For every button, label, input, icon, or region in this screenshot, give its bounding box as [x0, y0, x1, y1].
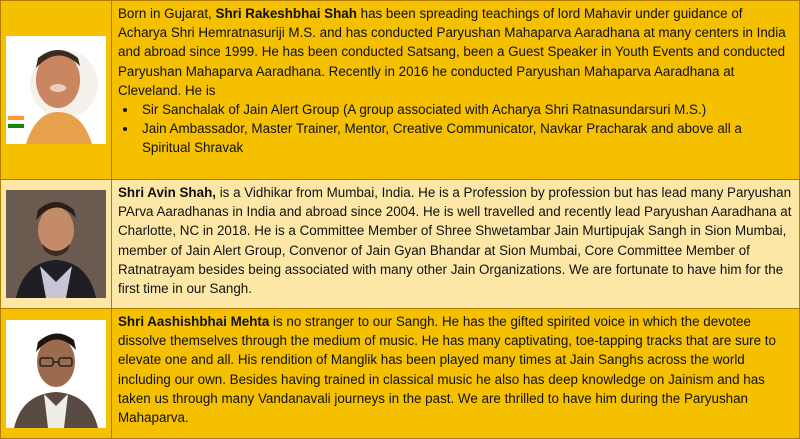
portrait-rakeshbhai — [6, 36, 106, 144]
bio-text: is no stranger to our Sangh. He has the gifted spirited voice in which the devotee dissolve themselves through the medium of music. He has many captivating, toe-tapping tracks that are sure to elevate one and all. His rendition of Manglik has been played many times at Jain Sanghs across the world including our own. Besides having trained in classical music he also has deep knowledge on Jainism and has taken us through many Vandanavali journeys in the past. We are thrilled to have him during the Paryushan Mahaparva. — [118, 314, 776, 426]
profile-text — [112, 1, 799, 179]
bullet-item: • Jain Ambassador, Master Trainer, Mentor, Creative Communicator, Navkar Pracharak and above all a Spiritual Shravak — [138, 119, 793, 157]
bullet-item: • Sir Sanchalak of Jain Alert Group (A group associated with Acharya Shri Ratnasundarsuri M.S.) — [138, 100, 793, 119]
speaker-name: Shri Avin Shah, — [118, 185, 216, 200]
photo-cell — [1, 309, 112, 438]
photo-cell — [1, 1, 112, 179]
bio-text: has been spreading teachings of lord Mahavir under guidance of Acharya Shri Hemratnasuriji M.S. and has conducted Paryushan Mahaparva Aaradhana at many centers in India and abroad since 1999. He has been conducted Satsang, been a Guest Speaker in Youth Events and conducted Paryushan Mahaparva Aaradhana. Recently in 2016 he conducted Paryushan Mahaparva Aaradhana at Cleveland. He is — [118, 6, 786, 98]
bullet-list — [118, 100, 793, 158]
profile-row-avin — [1, 180, 799, 309]
portrait-avin — [6, 190, 106, 298]
photo-cell — [1, 180, 112, 308]
profile-text — [112, 180, 799, 308]
bio-text: is a Vidhikar from Mumbai, India. He is a Profession by profession but has lead many Paryushan PArva Aaradhanas in India and abroad since 2004. He is well travelled and recently lead Paryushan Aaradhana at Charlotte, NC in 2018. He is a Committee Member of Shree Shwetambar Jain Murtipujak Sangh in Sion Mumbai, member of Jain Alert Group, Convenor of Jain Gyan Bhandar at Sion Mumbai, Core Committee Member of Ratnatrayam besides being associated with many other Jain Organizations. We are fortunate to have him for the first time in our Sangh. — [118, 185, 792, 297]
profile-row-rakeshbhai — [1, 1, 799, 180]
profile-text — [112, 309, 799, 438]
speaker-name: Shri Aashishbhai Mehta — [118, 314, 270, 329]
speaker-name: Shri Rakeshbhai Shah — [215, 6, 357, 21]
bio-intro: Born in Gujarat, — [118, 6, 216, 21]
portrait-aashishbhai — [6, 320, 106, 428]
profile-row-aashishbhai — [1, 309, 799, 438]
